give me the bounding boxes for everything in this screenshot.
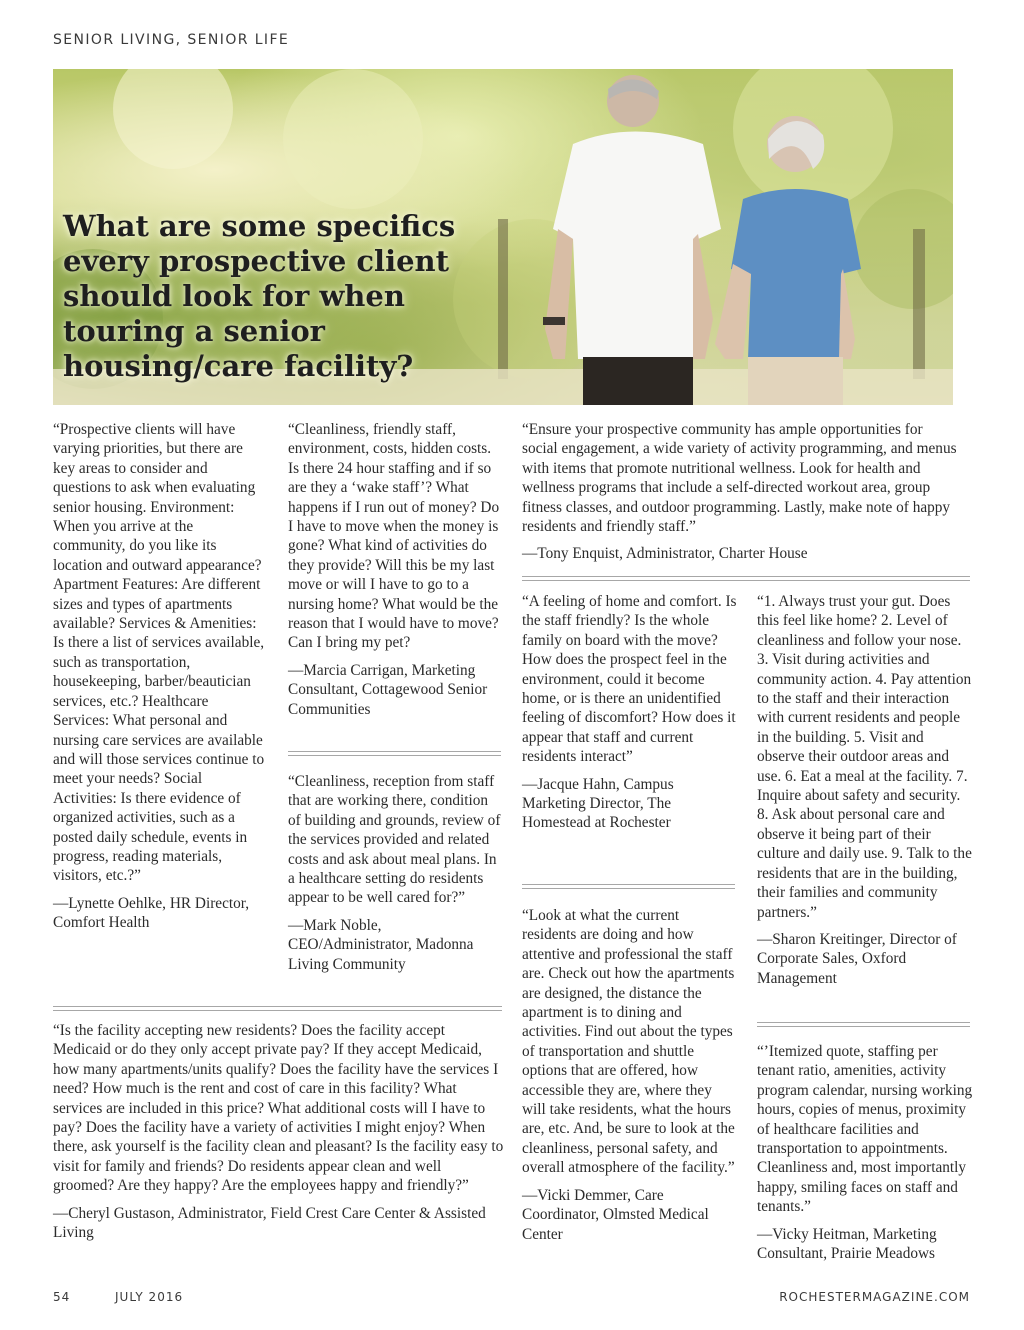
quote-lynette-oehlke — [53, 420, 268, 933]
divider-rule — [522, 884, 735, 889]
quote-mark-noble — [288, 772, 503, 974]
issue-date: JULY 2016 — [115, 1290, 184, 1304]
divider-rule — [53, 1006, 502, 1011]
quote-attribution: —Mark Noble, CEO/Administrator, Madonna Living Community — [288, 916, 474, 973]
quote-text: “Prospective clients will have varying priorities, but there are key areas to consider and questions to ask when evaluating senior housing. Environment: When you arrive at the community, do you like its location and outward appearance? Apartment Features: Are different sizes and types of apartments available? Services & Amenities: Is there a list of services available, such as transportation, housekeeping, barber/beautician services, etc.? Healthcare Services: What personal and nursing care services are available and will those services continue to meet your needs? Social Activities: Is there evidence of organized activities, such as a posted daily schedule, events in progress, reading materials, visitors, etc.?” — [53, 421, 265, 885]
quote-attribution: —Cheryl Gustason, Administrator, Field Crest Care Center & Assisted Living — [53, 1204, 486, 1242]
quote-sharon-kreitinger — [757, 592, 975, 988]
quote-text: “Is the facility accepting new residents? Does the facility accept Medicaid or do they only accept private pay? If they accept Medicaid, how many apartments/units qualify? Does the facility have the services I need? How much is the rent and cost of care in this facility? What services are included in this price? What additional costs will I have to pay? Does the facility have a variety of activities I might enjoy? When there, ask yourself is the facility clean and pleasant? Is the facility easy to visit for family and friends? Do residents appear clean and well groomed? Are they happy? Are the employees happy and friendly?” — [53, 1022, 504, 1195]
hero-title: What are some specifics every prospective client should look for when touring a senior housing/care facility? — [63, 209, 456, 383]
quote-jacque-hahn — [522, 592, 737, 833]
section-label: SENIOR LIVING, SENIOR LIFE — [53, 32, 290, 48]
quote-vicky-heitman — [757, 1042, 975, 1263]
quote-attribution: —Lynette Oehlke, HR Director, Comfort Health — [53, 894, 250, 932]
website-url: ROCHESTERMAGAZINE.COM — [779, 1290, 970, 1304]
quote-attribution: —Tony Enquist, Administrator, Charter House — [522, 545, 808, 563]
quote-cheryl-gustason — [53, 1021, 505, 1242]
page-number: 54 — [53, 1290, 71, 1304]
quote-tony-enquist — [522, 420, 960, 564]
quote-attribution: —Jacque Hahn, Campus Marketing Director, The Homestead at Rochester — [522, 775, 674, 832]
quote-text: “Ensure your prospective community has ample opportunities for social engagement, a wide variety of activity programming, and menus with items that promote nutritional wellness. Look for health and wellness programs that include a self-directed workout area, group fitness classes, and outdoor programming. Lastly, make note of happy residents and friendly staff.” — [522, 421, 957, 536]
quote-attribution: —Vicki Demmer, Care Coordinator, Olmsted Medical Center — [522, 1186, 709, 1243]
quote-text: “Look at what the current residents are doing and how attentive and professional the staff are. Check out how the apartments are designed, the distance the apartment is to dining and activities. Find out about the types of transportation and shuttle options that are offered, how accessible they are, where they will take residents, what the hours are, etc. And, be sure to look at the cleanliness, personal safety, and overall atmosphere of the facility.” — [522, 907, 735, 1177]
quote-text: “Cleanliness, friendly staff, environment, costs, hidden costs. Is there 24 hour staffing and if so are they a ‘wake staff’? What happens if I run out of money? Do I have to move when the money is gone? What kind of activities do they provide? Will this be my last move or will I have to go to a nursing home? What would be the reason that I would have to move? Can I bring my pet? — [288, 421, 500, 652]
quote-marcia-carrigan — [288, 420, 503, 719]
divider-rule — [757, 1022, 970, 1027]
quote-text: “Cleanliness, reception from staff that are working there, condition of building and grounds, review of the services provided and related costs and ask about meal plans. In a healthcare setting do residents appear to be well cared for?” — [288, 773, 501, 907]
divider-rule — [288, 751, 501, 756]
quote-attribution: —Sharon Kreitinger, Director of Corporate Sales, Oxford Management — [757, 930, 957, 987]
quote-text: “A feeling of home and comfort. Is the staff friendly? Is the whole family on board with the move? How does the prospect feel in the environment, could it become home, or is there an unidentified feeling of discomfort? How does it appear that staff and current residents interact” — [522, 593, 737, 766]
quote-vicki-demmer — [522, 906, 737, 1244]
quote-text: “’Itemized quote, staffing per tenant ratio, amenities, activity program calendar, nursing working hours, copies of menus, proximity of healthcare facilities and transportation to appointments. Cleanliness and, most importantly happy, smiling faces on staff and tenants.” — [757, 1043, 973, 1216]
quote-attribution: —Vicky Heitman, Marketing Consultant, Prairie Meadows — [757, 1225, 937, 1263]
quote-attribution: —Marcia Carrigan, Marketing Consultant, Cottagewood Senior Communities — [288, 661, 488, 718]
quote-text: “1. Always trust your gut. Does this feel like home? 2. Level of cleanliness and follow your nose. 3. Visit during activities and community action. 4. Pay attention to the staff and their interaction with current residents and people in the building. 5. Visit and observe their outdoor areas and use. 6. Eat a meal at the facility. 7. Inquire about safety and security. 8. Ask about personal care and observe it being part of their culture and daily use. 9. Talk to the residents that are in the building, their families and community partners.” — [757, 593, 972, 921]
divider-rule — [522, 576, 970, 581]
hero-photo — [53, 69, 953, 405]
